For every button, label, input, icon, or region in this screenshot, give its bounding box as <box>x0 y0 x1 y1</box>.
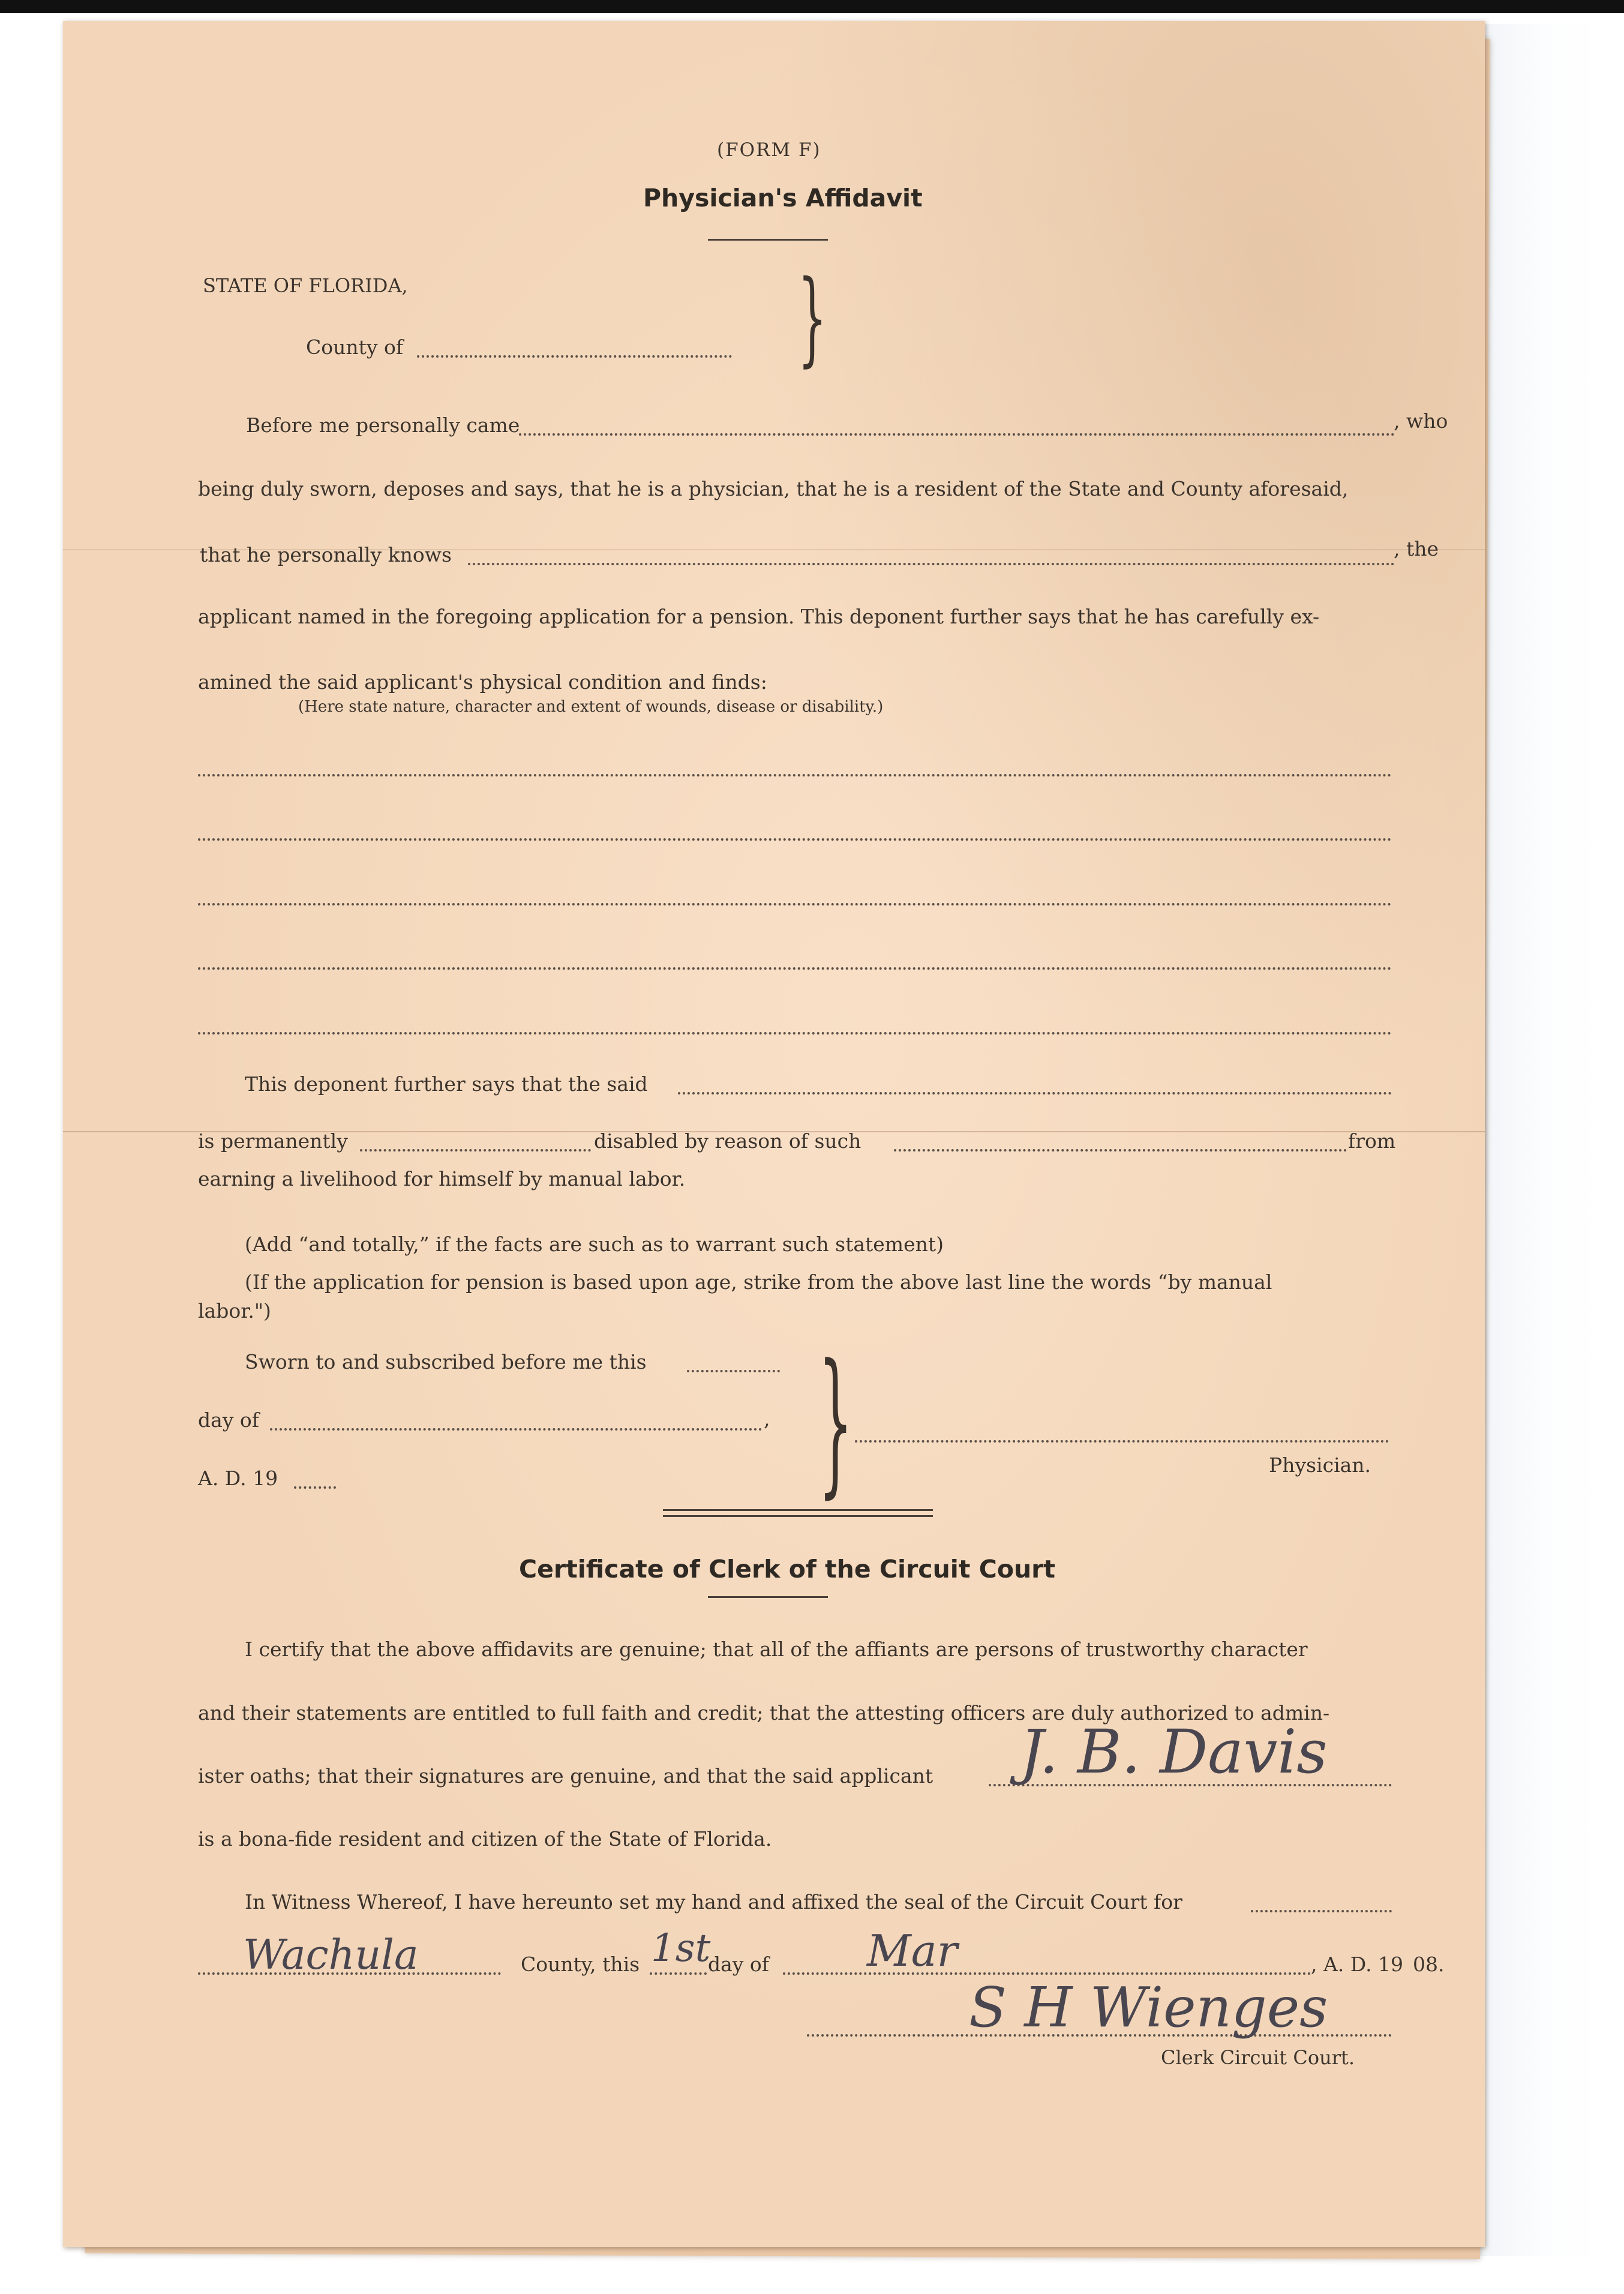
applicant-signature: J. B. Davis <box>1020 1717 1328 1787</box>
month-blank <box>783 1972 1311 1975</box>
state-brace: } <box>797 259 827 377</box>
physician-label: Physician. <box>1269 1453 1371 1477</box>
state-label: STATE OF FLORIDA, <box>203 274 408 297</box>
day-blank <box>650 1972 707 1975</box>
ad-text: A. D. 19 <box>198 1467 278 1490</box>
findings-line <box>198 1032 1392 1034</box>
certificate-line-3: ister oaths; that their signatures are genuine, and that the said applicant <box>198 1764 933 1788</box>
county-blank <box>417 355 732 358</box>
section-divider <box>663 1515 933 1517</box>
further-says-text: This deponent further says that the said <box>245 1072 648 1096</box>
physician-signature-line <box>855 1440 1389 1443</box>
certificate-line-4: is a bona-fide resident and citizen of the State of Florida. <box>198 1827 772 1851</box>
from-text: from <box>1348 1129 1396 1153</box>
livelihood-text: earning a livelihood for himself by manual labor. <box>198 1167 686 1191</box>
day-handwritten: 1st <box>651 1926 711 1971</box>
day-of-comma: , <box>764 1407 770 1431</box>
ad-blank <box>294 1486 336 1489</box>
age-note-1: (If the application for pension is based upon age, strike from the above last line the words “by manual <box>245 1270 1272 1294</box>
certificate-underline <box>708 1596 828 1598</box>
clerk-label: Clerk Circuit Court. <box>1161 2046 1355 2069</box>
knows-text: that he personally knows <box>200 543 452 566</box>
title-underline <box>708 239 828 241</box>
sworn-text: Sworn to and subscribed before me this <box>245 1350 647 1374</box>
certificate-line-2: and their statements are entitled to full faith and credit; that the attesting officers are duly authorized to admin- <box>198 1701 1330 1725</box>
disabled-text: disabled by reason of such <box>594 1129 861 1153</box>
disabled-blank <box>894 1149 1347 1152</box>
knows-blank <box>468 563 1395 565</box>
certificate-title: Certificate of Clerk of the Circuit Court <box>519 1555 1055 1584</box>
who-text: , who <box>1394 409 1448 433</box>
permanently-blank <box>360 1149 591 1152</box>
section-divider <box>663 1509 933 1511</box>
cert-day-of-text: day of <box>708 1953 770 1976</box>
further-says-blank <box>678 1092 1392 1094</box>
sworn-blank <box>687 1370 780 1372</box>
add-note: (Add “and totally,” if the facts are such as to warrant such statement) <box>245 1233 944 1256</box>
day-of-text: day of <box>198 1408 260 1432</box>
ad-prefix-text: , A. D. 19 <box>1311 1953 1404 1976</box>
certificate-line-1: I certify that the above affidavits are genuine; that all of the affiants are persons of trustworthy character <box>245 1638 1308 1661</box>
county-handwritten: Wachula <box>243 1932 419 1979</box>
day-of-blank <box>270 1428 762 1431</box>
county-label: County of <box>306 335 404 359</box>
name-blank <box>519 433 1395 436</box>
instruction-text: (Here state nature, character and extent of wounds, disease or disability.) <box>298 698 884 716</box>
scan-top-edge <box>0 0 1624 13</box>
page-title: Physician's Affidavit <box>643 184 923 212</box>
witness-text: In Witness Whereof, I have hereunto set my hand and affixed the seal of the Circuit Court for <box>245 1890 1182 1914</box>
findings-line <box>198 903 1392 905</box>
witness-blank <box>1251 1910 1392 1912</box>
form-label: (FORM F) <box>717 139 821 161</box>
clerk-signature: S H Wienges <box>969 1975 1328 2040</box>
before-me-text: Before me personally came <box>246 413 520 437</box>
sworn-line: being duly sworn, deposes and says, that he is a physician, that he is a resident of the State and County aforesaid, <box>198 477 1349 500</box>
examined-line: amined the said applicant's physical condition and finds: <box>198 670 767 694</box>
findings-line <box>198 967 1392 970</box>
age-note-2: labor.") <box>198 1299 271 1323</box>
year-text: 08. <box>1413 1953 1445 1976</box>
county-this-text: County, this <box>521 1953 640 1976</box>
the-text: , the <box>1394 537 1439 560</box>
month-handwritten: Mar <box>867 1926 958 1976</box>
permanently-text: is permanently <box>198 1129 348 1153</box>
applicant-line: applicant named in the foregoing application for a pension. This deponent further says that he has carefully ex- <box>198 605 1320 628</box>
sworn-brace: } <box>818 1332 853 1513</box>
findings-line <box>198 838 1392 841</box>
document-page <box>63 21 1485 2247</box>
findings-line <box>198 774 1392 776</box>
